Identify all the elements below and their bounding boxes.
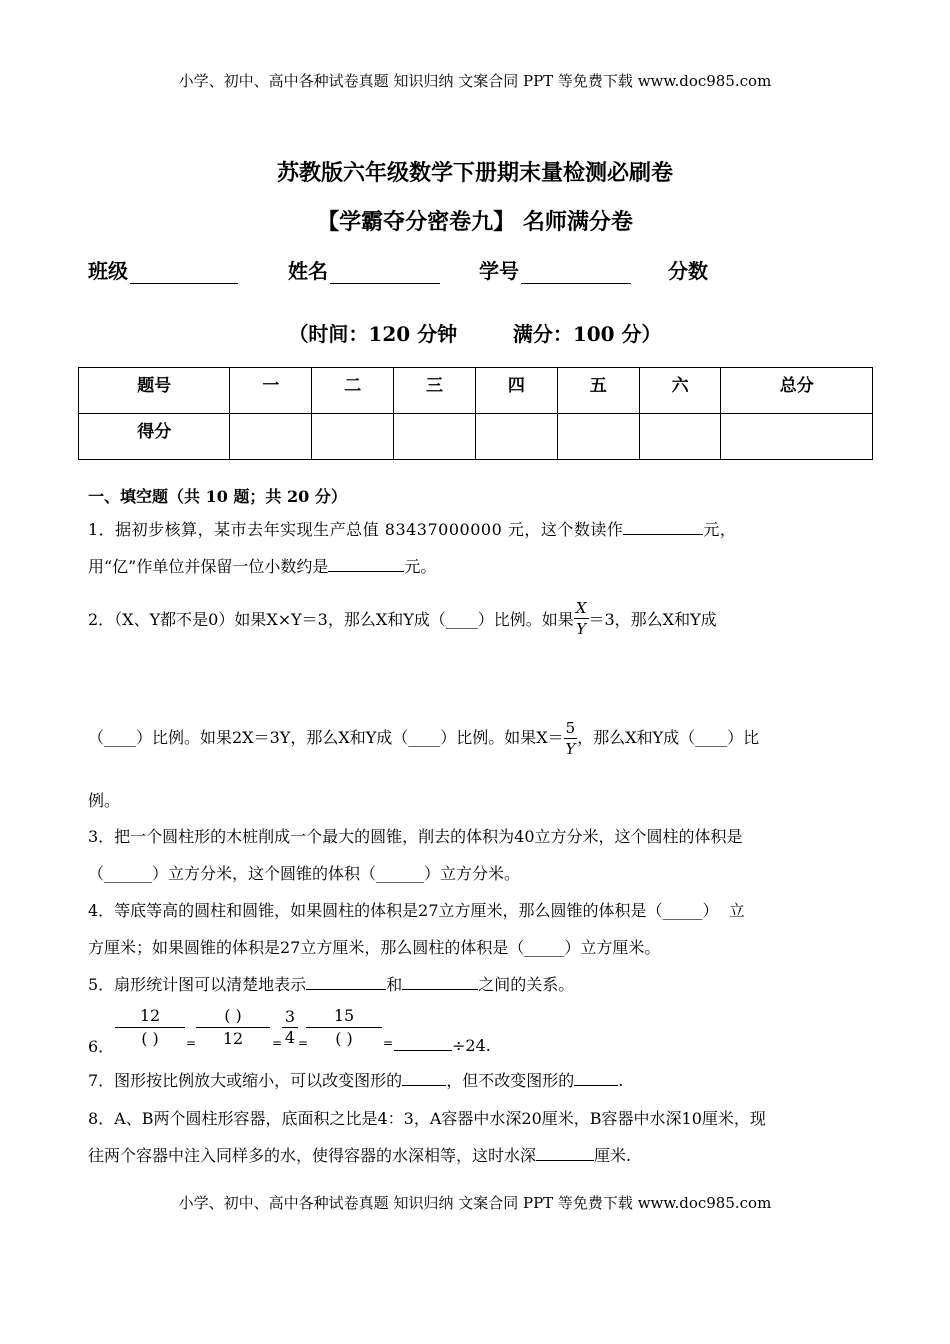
page-title: 苏教版六年级数学下册期末量检测必刷卷 [276,160,673,186]
score-table-score-row [79,414,873,460]
answer-blank[interactable] [402,973,478,990]
question-2-line-2: （____）比例。如果2X＝3Y，那么X和Y成（____）比例。如果X＝ $\frac{5}{Y}$ ，那么X和Y成（____）比 [88,719,760,758]
fraction-blank-over-12: ( ) 12 [196,1005,270,1050]
fraction-3-over-4: 3 4 [282,1007,298,1048]
score-cell[interactable] [639,414,721,460]
fraction-12-over-blank: 12 ( ) [115,1005,185,1050]
answer-blank[interactable] [574,1069,618,1086]
row-label: 得分 [79,414,230,460]
table-header-cell: 二 [312,368,394,414]
table-header-cell: 五 [557,368,639,414]
answer-blank[interactable] [306,973,386,990]
score-cell[interactable] [721,414,873,460]
table-header-cell: 三 [394,368,476,414]
score-cell[interactable] [394,414,476,460]
answer-blank[interactable] [623,518,703,535]
fraction-5-over-y: $\frac{5}{Y}$ [565,719,576,758]
answer-blank[interactable] [536,1144,594,1161]
answer-blank[interactable] [328,555,404,572]
fraction-15-over-blank: 15 ( ) [306,1005,382,1050]
number-blank[interactable] [521,263,631,284]
score-cell[interactable] [230,414,312,460]
score-cell[interactable] [557,414,639,460]
score-table-header-row [79,368,873,414]
question-7: 7．图形按比例放大或缩小，可以改变图形的 ，但不改变图形的 . [88,1071,624,1090]
time-info: （时间：120 分钟 满分：100 分） [288,322,662,346]
question-2-line-3: 例。 [88,791,121,810]
page-footer-text: 小学、初中、高中各种试卷真题 知识归纳 文案合同 PPT 等免费下载 www.doc985.com [178,1194,772,1212]
answer-blank[interactable] [394,1034,452,1051]
question-5: 5．扇形统计图可以清楚地表示 和 之间的关系。 [88,975,575,994]
score-table [78,367,873,460]
question-8: 8．A、B两个圆柱形容器，底面积之比是4：3，A容器中水深20厘米，B容器中水深10厘米，现 往两个容器中注入同样多的水，使得容器的水深相等，这时水深 厘米. [88,1109,766,1165]
fraction-x-over-y: $\frac{X}{Y}$ [575,599,587,638]
table-header-cell: 总分 [721,368,873,414]
question-4: 4．等底等高的圆柱和圆锥，如果圆柱的体积是27立方厘米，那么圆锥的体积是（_____） 立 方厘米；如果圆锥的体积是27立方厘米，那么圆柱的体积是（_____）立方厘米。 [88,901,745,957]
score-field: 分数 [668,259,708,283]
class-field[interactable]: 班级 [88,255,238,284]
table-header-cell: 六 [639,368,721,414]
score-cell[interactable] [312,414,394,460]
question-2-line-1: 2．（X、Y都不是0）如果X×Y＝3，那么X和Y成（____）比例。如果 $\frac{X}{Y}$ ＝3，那么X和Y成 [88,599,717,638]
question-3: 3．把一个圆柱形的木桩削成一个最大的圆锥，削去的体积为40立方分米，这个圆柱的体积是 （______）立方分米，这个圆锥的体积（______）立方分米。 [88,827,743,883]
page-subtitle: 【学霸夺分密卷九】 名师满分卷 [317,209,633,235]
score-cell[interactable] [475,414,557,460]
name-field[interactable]: 姓名 [288,255,440,284]
question-6: 6． 12 ( ) = ( ) 12 = 3 4 = 15 ( ) = ÷24. [88,1006,491,1056]
table-header-cell: 题号 [79,368,230,414]
table-header-cell: 四 [475,368,557,414]
page-header-text: 小学、初中、高中各种试卷真题 知识归纳 文案合同 PPT 等免费下载 www.doc985.com [178,72,772,90]
question-1: 1．据初步核算，某市去年实现生产总值 83437000000 元，这个数读作 元， 用“亿”作单位并保留一位小数约是 元。 [88,520,737,576]
class-blank[interactable] [130,263,238,284]
table-header-cell: 一 [230,368,312,414]
answer-blank[interactable] [402,1069,446,1086]
section-title: 一、填空题（共 10 题；共 20 分） [88,487,347,506]
student-number-field[interactable]: 学号 [479,255,631,284]
name-blank[interactable] [330,263,440,284]
